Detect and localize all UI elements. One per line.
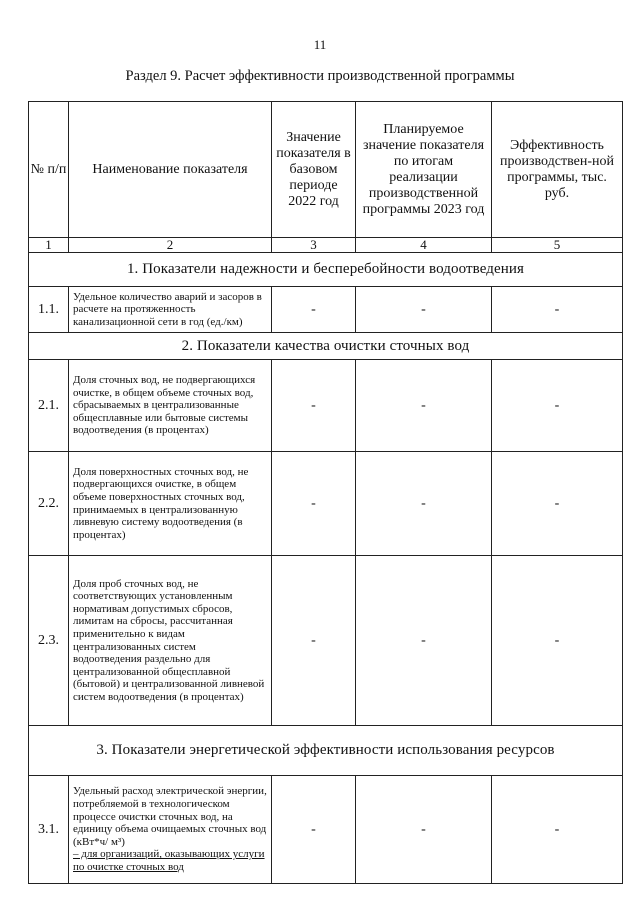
row-number: 2.2. bbox=[29, 452, 69, 556]
group-row bbox=[29, 253, 623, 287]
header-name: Наименование показателя bbox=[69, 102, 272, 238]
column-number: 5 bbox=[492, 238, 623, 253]
column-number: 1 bbox=[29, 238, 69, 253]
row-indicator-name: Доля поверхностных сточных вод, не подвергающихся очистке, в общем объеме поверхностных сточных вод, принимаемых в централизованную ливневую систему водоотведения (в процентах) bbox=[69, 452, 272, 556]
column-number-row bbox=[29, 238, 623, 253]
row-planned-value: - bbox=[356, 287, 492, 333]
row-efficiency: - bbox=[492, 287, 623, 333]
group-title: 1. Показатели надежности и бесперебойности водоотведения bbox=[29, 253, 623, 287]
group-title: 3. Показатели энергетической эффективности использования ресурсов bbox=[29, 726, 623, 776]
row-number: 2.1. bbox=[29, 360, 69, 452]
header-row bbox=[29, 102, 623, 238]
column-number: 2 bbox=[69, 238, 272, 253]
row-base-value: - bbox=[272, 556, 356, 726]
row-base-value: - bbox=[272, 776, 356, 884]
header-base-value: Значение показателя в базовом периоде 2022 год bbox=[272, 102, 356, 238]
table-row bbox=[29, 452, 623, 556]
row-efficiency: - bbox=[492, 452, 623, 556]
row-planned-value: - bbox=[356, 452, 492, 556]
column-number: 4 bbox=[356, 238, 492, 253]
group-title: 2. Показатели качества очистки сточных вод bbox=[29, 333, 623, 360]
column-number: 3 bbox=[272, 238, 356, 253]
group-row bbox=[29, 333, 623, 360]
row-indicator-name bbox=[69, 776, 272, 884]
row-number: 3.1. bbox=[29, 776, 69, 884]
row-number: 1.1. bbox=[29, 287, 69, 333]
row-indicator-name-underlined: – для организаций, оказывающих услуги по очистке сточных вод bbox=[73, 848, 265, 873]
row-planned-value: - bbox=[356, 556, 492, 726]
row-number: 2.3. bbox=[29, 556, 69, 726]
row-indicator-name: Удельное количество аварий и засоров в расчете на протяженность канализационной сети в год (ед./км) bbox=[69, 287, 272, 333]
row-efficiency: - bbox=[492, 360, 623, 452]
production-program-efficiency-table bbox=[28, 101, 623, 884]
row-indicator-name: Доля сточных вод, не подвергающихся очистке, в общем объеме сточных вод, сбрасываемых в централизованные общесплавные или бытовые системы водоотведения (в процентах) bbox=[69, 360, 272, 452]
row-base-value: - bbox=[272, 287, 356, 333]
row-base-value: - bbox=[272, 452, 356, 556]
group-row bbox=[29, 726, 623, 776]
row-efficiency: - bbox=[492, 776, 623, 884]
section-title: Раздел 9. Расчет эффективности производственной программы bbox=[125, 68, 515, 84]
row-indicator-name: Доля проб сточных вод, не соответствующих установленным нормативам допустимых сбросов, лимитам на сбросы, рассчитанная применительно к видам централизованных систем водоотведения раздельно для централизованной общесплавной (бытовой) и централизованной ливневой систем водоотведения (в процентах) bbox=[69, 556, 272, 726]
row-efficiency: - bbox=[492, 556, 623, 726]
header-planned-value: Планируемое значение показателя по итогам реализации производственной программы 2023 год bbox=[356, 102, 492, 238]
row-base-value: - bbox=[272, 360, 356, 452]
table-row bbox=[29, 776, 623, 884]
row-planned-value: - bbox=[356, 776, 492, 884]
row-planned-value: - bbox=[356, 360, 492, 452]
page-number: 11 bbox=[313, 37, 327, 52]
table-row bbox=[29, 556, 623, 726]
header-num: № п/п bbox=[29, 102, 69, 238]
header-efficiency: Эффективность производствен-ной программы, тыс. руб. bbox=[492, 102, 623, 238]
table-row bbox=[29, 287, 623, 333]
row-indicator-name-main: Удельный расход электрической энергии, потребляемой в технологическом процессе очистки сточных вод, на единицу объема очищаемых сточных вод (кВт*ч/ м³) bbox=[73, 785, 267, 848]
table-row bbox=[29, 360, 623, 452]
